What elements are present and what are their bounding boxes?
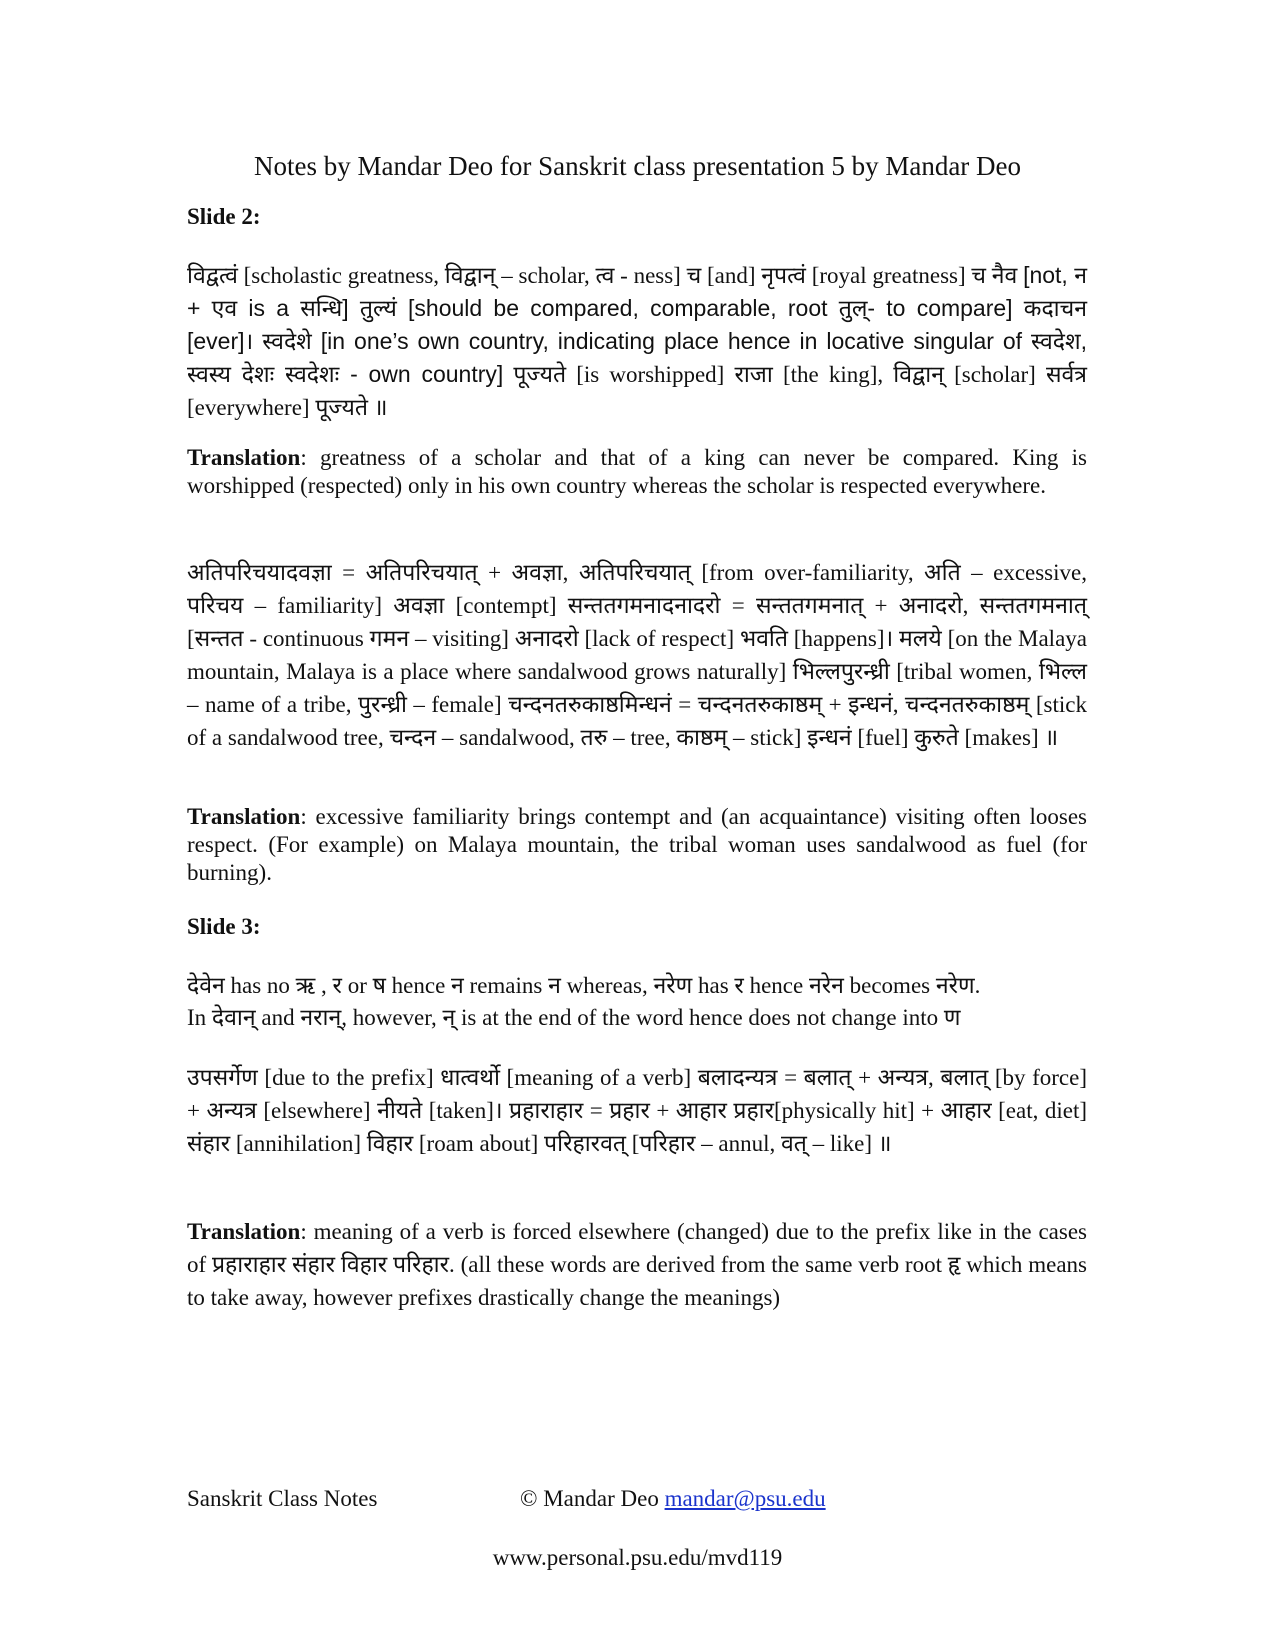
slide-3-heading: Slide 3: — [187, 914, 261, 939]
footer-left-label: Sanskrit Class Notes — [187, 1486, 378, 1511]
translation-label: Translation — [187, 445, 301, 470]
slide-2-heading: Slide 2: — [187, 204, 261, 229]
slide-3-line-1: देवेन has no ऋ , र or ष hence न remains न whereas, नरेण has र hence नरेन becomes नरेण. — [187, 973, 981, 998]
translation-label: Translation — [187, 804, 301, 829]
footer-copyright — [520, 1484, 826, 1514]
translation-text: : meaning of a verb is forced elsewhere (changed) due to the prefix like in the cases of प्रहाराहार संहार विहार परिहार. (all these words are derived from the same verb root हृ which means to take away, however prefixes drastically change the meanings) — [187, 1219, 1087, 1310]
slide-2-gloss-1 — [187, 259, 1087, 424]
email-link[interactable]: mandar@psu.edu — [664, 1486, 826, 1511]
translation-text: : greatness of a scholar and that of a king can never be compared. King is worshipped (respected) only in his own country whereas the scholar is respected everywhere. — [187, 445, 1087, 498]
translation-label: Translation — [187, 1219, 301, 1244]
slide-3-translation-3 — [187, 1215, 1087, 1314]
footer-url[interactable]: www.personal.psu.edu/mvd119 — [492, 1545, 783, 1570]
slide-2-translation-1 — [187, 444, 1087, 500]
slide-3-gloss-3: उपसर्गेण [due to the prefix] धात्वर्थो [meaning of a verb] बलादन्यत्र = बलात् + अन्यत्र, बलात् [by force] + अन्यत्र [elsewhere] नीयते [taken]। प्रहाराहार = प्रहार + आहार प्रहार[physically hit] + आहार [eat, diet] संहार [annihilation] विहार [roam about] परिहारवत् [परिहार – annul, वत् – like] ॥ — [187, 1065, 1087, 1156]
copyright-text: © Mandar Deo — [520, 1486, 665, 1511]
gloss-1-part-a: विद्वत्वं [scholastic greatness, विद्वान् – scholar, त्व - ness] च [and] नृपत्वं [royal greatness] च नैव — [187, 263, 1024, 288]
translation-text: : excessive familiarity brings contempt and (an acquaintance) visiting often looses respect. (For example) on Malaya mountain, the tribal woman uses sandalwood as fuel (for burning). — [187, 804, 1087, 885]
slide-2-gloss-2: अतिपरिचयादवज्ञा = अतिपरिचयात् + अवज्ञा, अतिपरिचयात् [from over-familiarity, अति – excessive, परिचय – familiarity] अवज्ञा [contempt] सन्ततगमनादनादरो = सन्ततगमनात् + अनादरो, सन्ततगमनात् [सन्तत - continuous गमन – visiting] अनादरो [lack of respect] भवति [happens]। मलये [on the Malaya mountain, Malaya is a place where sandalwood grows naturally] भिल्लपुरन्ध्री [tribal women, भिल्ल – name of a tribe, पुरन्ध्री – female] चन्दनतरुकाष्ठमिन्धनं = चन्दनतरुकाष्ठम् + इन्धनं, चन्दनतरुकाष्ठम् [stick of a sandalwood tree, चन्दन – sandalwood, तरु – tree, काष्ठम् – stick] इन्धनं [fuel] कुरुते [makes] ॥ — [187, 560, 1087, 750]
slide-3-line-2: In देवान् and नरान्, however, न् is at the end of the word hence does not change into ण — [187, 1005, 961, 1030]
gloss-1-part-c: पूज्यते [is worshipped] राजा [the king], विद्वान् [scholar] सर्वत्र [everywhere] पूज्यते ॥ — [187, 362, 1087, 420]
gloss-1-part-b: [not, न + एव is a सन्धि] तुल्यं [should be compared, comparable, root तुल्- to compare] कदाचन [ever]। स्वदेशे [in one’s own country, indicating place hence in locative singular of स्वदेश, स्वस्य देशः स्वदेशः - own country] — [187, 262, 1087, 387]
slide-2-translation-2 — [187, 803, 1087, 887]
document-title: Notes by Mandar Deo for Sanskrit class presentation 5 by Mandar Deo — [253, 151, 1022, 181]
